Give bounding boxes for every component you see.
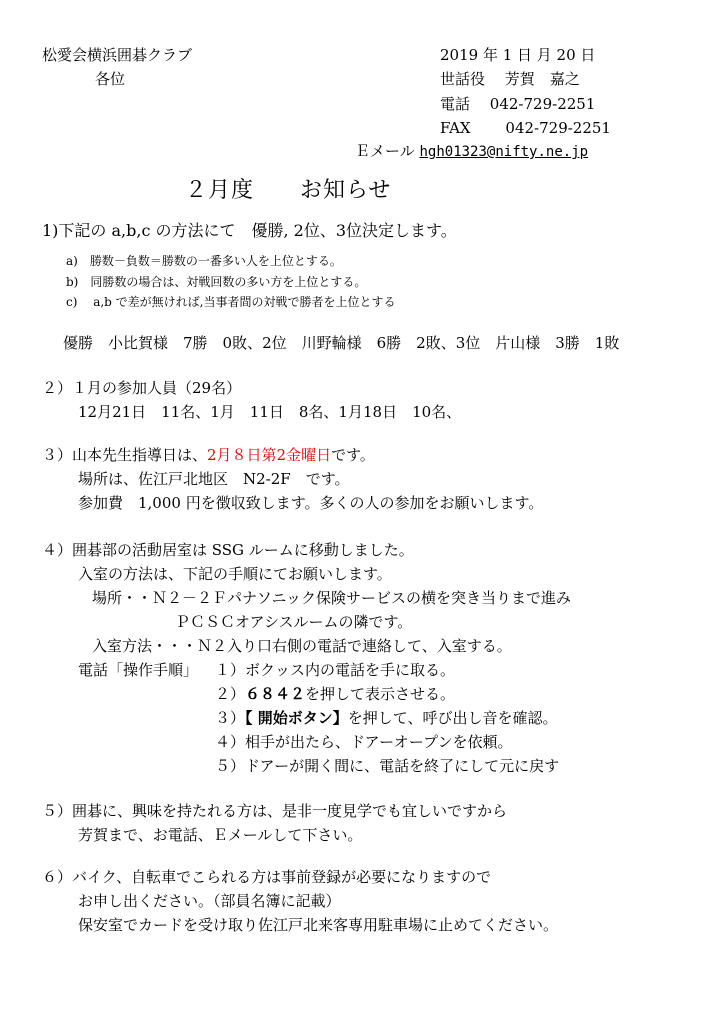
issue-date: 2019 年 1 日 月 20 日 bbox=[440, 46, 596, 64]
fax-number: 042-729-2251 bbox=[505, 119, 611, 137]
step-2-text: を押して表示させる。 bbox=[305, 685, 456, 703]
organization-name: 松愛会横浜囲碁クラブ bbox=[42, 46, 193, 64]
door-code: ６８４２ bbox=[245, 685, 306, 703]
step-2-number: ２） bbox=[215, 685, 246, 703]
phone-label: 電話 bbox=[440, 95, 471, 113]
section-3-text-pre: ３）山本先生指導日は、 bbox=[42, 446, 208, 464]
rule-c: c) a,b で差が無ければ,当事者間の対戦で勝者を上位とする bbox=[66, 295, 396, 309]
section-2-heading: ２）１月の参加人員（29名） bbox=[42, 379, 242, 397]
section-3-text-post: です。 bbox=[331, 446, 375, 464]
section-6-line-3: 保安室でカードを受け取り佐江戸北来客専用駐車場に止めてください。 bbox=[78, 916, 559, 934]
rule-a: a) 勝数－負数＝勝数の一番多い人を上位とする。 bbox=[66, 254, 342, 268]
lesson-date-highlight: 2月８日第2金曜日 bbox=[207, 446, 332, 464]
attendance-detail: 12月21日 11名、1月 11日 8名、1月18日 10名、 bbox=[78, 403, 462, 421]
page-title: ２月度 お知らせ bbox=[185, 178, 392, 203]
start-button-label: 【 開始ボタン】 bbox=[245, 709, 348, 727]
room-location-1: 場所・・Ｎ２－２Ｆパナソニック保険サービスの横を突き当りまで進み bbox=[92, 589, 571, 607]
results-line: 優勝 小比賀様 7勝 0敗、2位 川野輪様 6勝 2敗、3位 片山様 3勝 1敗 bbox=[63, 334, 620, 352]
fax-label: FAX bbox=[440, 119, 471, 137]
entry-method-intro: 入室の方法は、下記の手順にてお願いします。 bbox=[78, 565, 392, 583]
rule-b: b) 同勝数の場合は、対戦回数の多い方を上位とする。 bbox=[66, 275, 367, 289]
recipients: 各位 bbox=[95, 70, 126, 88]
phone-step-1: １）ボクッス内の電話を手に取る。 bbox=[215, 661, 456, 679]
section-4-heading: ４）囲碁部の活動居室は SSG ルームに移動しました。 bbox=[42, 541, 414, 559]
organizer-label: 世話役 bbox=[440, 70, 486, 88]
section-6-line-2: お申し出ください。（部員名簿に記載） bbox=[78, 892, 341, 910]
entry-method: 入室方法・・・Ｎ２入り口右側の電話で連絡して、入室する。 bbox=[92, 637, 512, 655]
section-3-heading bbox=[42, 444, 375, 465]
fax-line bbox=[440, 117, 611, 138]
phone-step-2 bbox=[215, 683, 455, 704]
email-label: Ｅメール bbox=[355, 142, 415, 160]
phone-step-4: ４）相手が出たら、ドアーオープンを依頼。 bbox=[215, 733, 513, 751]
phone-step-5: ５）ドアーが開く間に、電話を終了にして元に戻す bbox=[215, 757, 560, 775]
phone-step-3 bbox=[215, 707, 557, 728]
email-line bbox=[355, 140, 588, 161]
step-3-text: を押して、呼び出し音を確認。 bbox=[347, 709, 558, 727]
lesson-location: 場所は、佐江戸北地区 N2-2F です。 bbox=[78, 470, 350, 488]
phone-number: 042-729-2251 bbox=[489, 95, 596, 113]
organizer-line bbox=[440, 68, 580, 89]
section-1-heading: 1)下記の a,b,c の方法にて 優勝, 2位、3位決定します。 bbox=[42, 221, 457, 240]
email-link[interactable]: hgh01323@nifty.ne.jp bbox=[419, 144, 589, 160]
section-5-line-2: 芳賀まで、お電話、Ｅメールして下さい。 bbox=[78, 826, 363, 844]
section-5-line-1: ５）囲碁に、興味を持たれる方は、是非一度見学でも宜しいですから bbox=[42, 802, 508, 820]
lesson-fee: 参加費 1,000 円を徴収致します。多くの人の参加をお願いします。 bbox=[78, 494, 544, 512]
organizer-name: 芳賀 嘉之 bbox=[504, 70, 580, 88]
room-location-2: ＰＣＳＣオアシスルームの隣です。 bbox=[175, 613, 413, 631]
phone-steps-label: 電話「操作手順」 bbox=[78, 661, 199, 679]
step-3-number: ３） bbox=[215, 709, 246, 727]
section-6-line-1: ６）バイク、自転車でこられる方は事前登録が必要になりますので bbox=[42, 868, 492, 886]
phone-line bbox=[440, 93, 595, 114]
